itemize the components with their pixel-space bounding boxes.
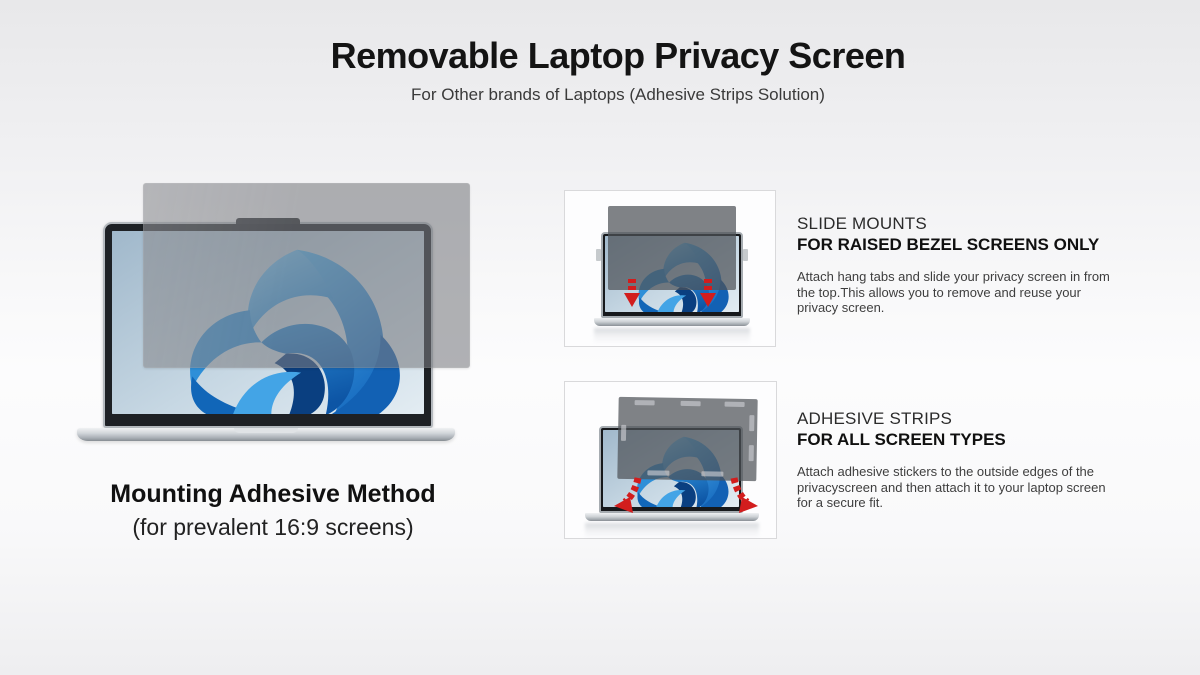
page-title: Removable Laptop Privacy Screen	[330, 35, 906, 76]
method-qualifier: FOR RAISED BEZEL SCREENS ONLY	[797, 235, 1100, 254]
slide-down-arrow-icon	[623, 277, 641, 309]
adhesive-strips-thumbnail	[564, 381, 777, 539]
adhesive-strip	[749, 415, 754, 431]
adhesive-strip	[681, 401, 701, 406]
adhesive-strip	[749, 445, 754, 461]
laptop-base	[594, 318, 750, 326]
laptop-reflection	[585, 523, 759, 539]
adhesive-strips-text	[797, 409, 1119, 511]
method-qualifier: FOR ALL SCREEN TYPES	[797, 430, 1006, 449]
page-subtitle: For Other brands of Laptops (Adhesive Strips Solution)	[411, 85, 825, 105]
adhesive-strip	[647, 470, 669, 475]
adhesive-strip	[621, 425, 626, 441]
main-figure	[0, 0, 560, 675]
privacy-film	[617, 397, 757, 481]
laptop-base	[77, 428, 455, 441]
slide-mounts-text	[797, 214, 1119, 316]
method-description: Attach hang tabs and slide your privacy screen in from the top.This allows you to remove and reuse your privacy screen.	[797, 269, 1110, 316]
adhesive-strip	[635, 400, 655, 405]
main-caption-title: Mounting Adhesive Method	[110, 480, 436, 508]
main-caption	[55, 480, 491, 541]
laptop-reflection	[594, 328, 750, 344]
curl-arrow-icon	[612, 475, 642, 517]
method-description: Attach adhesive stickers to the outside edges of the privacyscreen and then attach it to your laptop screen for a secure fit.	[797, 464, 1106, 511]
slide-mounts-thumbnail	[564, 190, 776, 347]
main-caption-subtitle: (for prevalent 16:9 screens)	[132, 514, 414, 540]
method-name: SLIDE MOUNTS	[797, 214, 927, 233]
privacy-film	[143, 183, 470, 368]
hang-tab-clip	[596, 249, 601, 261]
curl-arrow-icon	[730, 475, 760, 517]
method-name: ADHESIVE STRIPS	[797, 409, 953, 428]
slide-down-arrow-icon	[699, 277, 717, 309]
adhesive-strip	[701, 471, 723, 476]
hang-tab-clip	[743, 249, 748, 261]
adhesive-strip	[725, 402, 745, 407]
